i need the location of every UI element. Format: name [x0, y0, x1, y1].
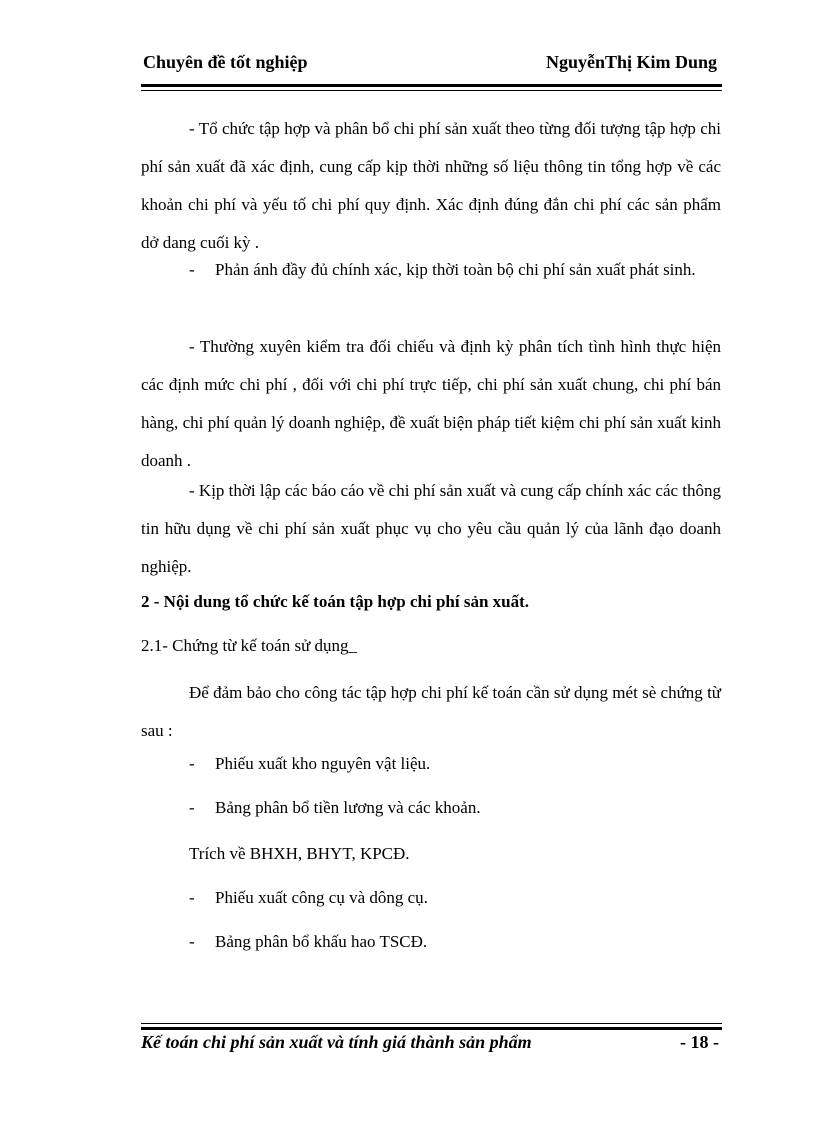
footer-doc-title: Kế toán chi phí sản xuất và tính giá thành sản phẩm [141, 1032, 532, 1052]
section-heading: 2 - Nội dung tổ chức kế toán tập hợp chi phí sản xuất. [141, 592, 530, 611]
header-rule-thin [141, 90, 722, 91]
bullet-text: Bảng phân bổ tiền lương và các khoản. [215, 798, 481, 817]
bullet-text: Phản ánh đầy đủ chính xác, kịp thời toàn bộ chi phí sản xuất phát sinh. [215, 260, 696, 279]
footer-rule-thick [141, 1027, 722, 1030]
bullet-dash: - [189, 932, 195, 951]
paragraph-3: - Kịp thời lập các báo cáo về chi phí sản xuất và cung cấp chính xác các thông tin hữu dụng về chi phí sản xuất phục vụ cho yêu cầu quản lý của lãnh đạo doanh nghiệp. [141, 481, 722, 576]
bullet-text: Phiếu xuất công cụ và dông cụ. [215, 888, 428, 907]
bullet-text: Phiếu xuất kho nguyên vật liệu. [215, 754, 431, 773]
bullet-text: Bảng phân bổ khấu hao TSCĐ. [215, 932, 428, 951]
trich-line: Trích về BHXH, BHYT, KPCĐ. [189, 844, 410, 863]
paragraph-1: - Tổ chức tập hợp và phân bổ chi phí sản xuất theo từng đối tượng tập hợp chi phí sản xuất đã xác định, cung cấp kịp thời những số liệu thông tin tổng hợp về các khoản chi phí và yếu tố chi phí quy định. Xác định đúng đắn chi phí các sản phẩm dở dang cuối kỳ . [141, 119, 721, 252]
footer-rule-thin [141, 1023, 722, 1024]
subsection-heading: 2.1- Chứng từ kế toán sử dụng_ [141, 636, 358, 655]
bullet-dash: - [189, 754, 195, 773]
header-doc-title: Chuyên đề tốt nghiệp [143, 52, 308, 72]
header-author: NguyễnThị Kim Dung [545, 52, 717, 72]
header-rule-thick [141, 84, 722, 87]
page-number: - 18 - [680, 1032, 719, 1052]
page-header [141, 52, 719, 78]
paragraph-4: Để đảm bảo cho công tác tập hợp chi phí kế toán cần sử dụng mét sè chứng từ sau : [141, 683, 721, 740]
paragraph-2: - Thường xuyên kiểm tra đối chiếu và định kỳ phân tích tình hình thực hiện các định mức chi phí , đối với chi phí trực tiếp, chi phí sản xuất chung, chi phí bán hàng, chi phí quản lý doanh nghiệp, đề xuất biện pháp tiết kiệm chi phí sản xuất kinh doanh . [141, 337, 721, 470]
page-footer [141, 1032, 721, 1053]
bullet-dash: - [189, 798, 195, 817]
bullet-dash: - [189, 888, 195, 907]
bullet-dash: - [189, 260, 195, 279]
